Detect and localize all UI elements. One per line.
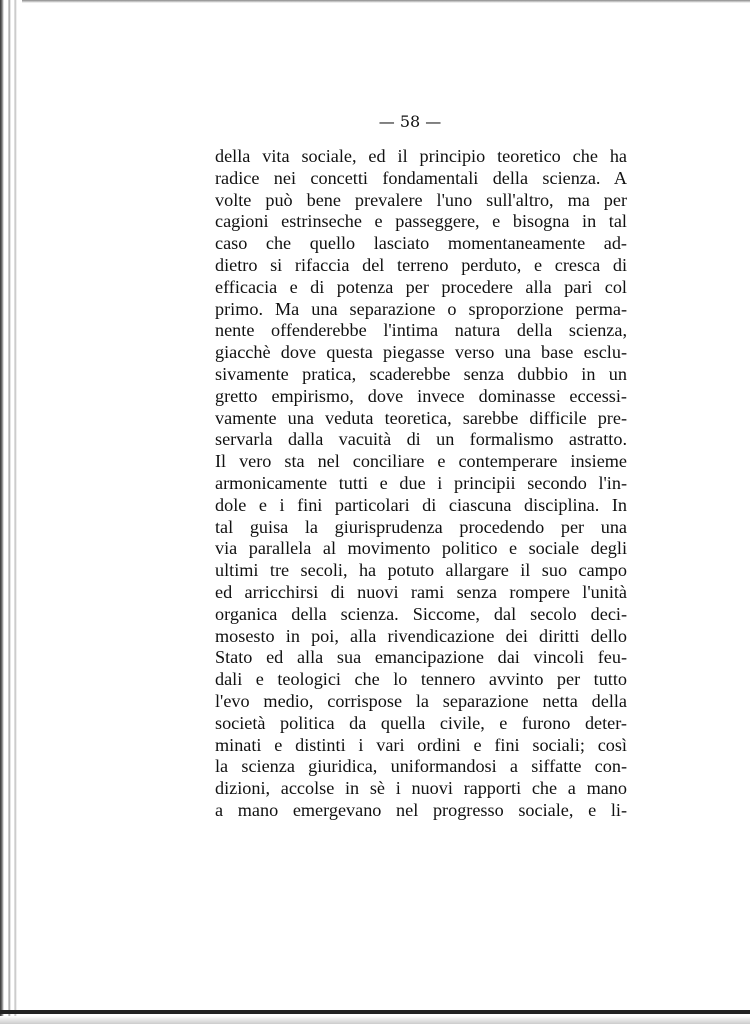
text-line: dizioni, accolse in sè i nuovi rapporti che a mano xyxy=(215,778,627,799)
text-line: primo. Ma una separazione o sproporzione perma- xyxy=(215,298,627,319)
text-line: volte può bene prevalere l'uno sull'altro, ma per xyxy=(215,189,627,210)
page-number: — 58 — xyxy=(378,112,442,131)
text-line: efficacia e di potenza per procedere alla pari col xyxy=(215,276,627,297)
text-line: gretto empirismo, dove invece dominasse eccessi- xyxy=(215,385,627,406)
text-line: ultimi tre secoli, ha potuto allargare il suo campo xyxy=(215,560,627,581)
text-line: via parallela al movimento politico e sociale degli xyxy=(215,538,627,559)
text-line: la scienza giuridica, uniformandosi a siffatte con- xyxy=(215,756,627,777)
text-line: sivamente pratica, scaderebbe senza dubbio in un xyxy=(215,363,627,384)
text-line: giacchè dove questa piegasse verso una base esclu- xyxy=(215,342,627,363)
text-line: a mano emergevano nel progresso sociale, e li- xyxy=(215,799,627,820)
text-line: dali e teologici che lo tennero avvinto per tutto xyxy=(215,669,627,690)
scan-shadow-bottom xyxy=(0,1016,750,1024)
text-line: tal guisa la giurisprudenza procedendo per una xyxy=(215,516,627,537)
text-line: organica della scienza. Siccome, dal secolo deci- xyxy=(215,603,627,624)
text-line: servarla dalla vacuità di un formalismo astratto. xyxy=(215,429,627,450)
text-line: vamente una veduta teoretica, sarebbe difficile pre- xyxy=(215,407,627,428)
text-line: armonicamente tutti e due i principii secondo l'in- xyxy=(215,472,627,493)
body-text xyxy=(215,146,627,822)
text-line: nente offenderebbe l'intima natura della scienza, xyxy=(215,320,627,341)
text-line: l'evo medio, corrispose la separazione netta della xyxy=(215,690,627,711)
text-line: Stato ed alla sua emancipazione dai vincoli feu- xyxy=(215,647,627,668)
text-line: cagioni estrinseche e passeggere, e bisogna in tal xyxy=(215,211,627,232)
text-line: Il vero sta nel conciliare e contemperare insieme xyxy=(215,451,627,472)
text-line: dole e i fini particolari di ciascuna disciplina. In xyxy=(215,494,627,515)
text-line: radice nei concetti fondamentali della scienza. A xyxy=(215,167,627,188)
scan-edge-left xyxy=(0,0,22,1024)
text-line: società politica da quella civile, e furono deter- xyxy=(215,712,627,733)
text-line: mosesto in poi, alla rivendicazione dei diritti dello xyxy=(215,625,627,646)
text-line: ed arricchirsi di nuovi rami senza rompere l'unità xyxy=(215,581,627,602)
text-line: dietro si rifaccia del terreno perduto, e cresca di xyxy=(215,254,627,275)
text-line: minati e distinti i vari ordini e fini sociali; così xyxy=(215,734,627,755)
text-line: caso che quello lasciato momentaneamente ad- xyxy=(215,233,627,254)
text-line: della vita sociale, ed il principio teoretico che ha xyxy=(215,146,627,166)
scan-edge-bottom xyxy=(0,1010,750,1014)
scan-edge-top xyxy=(0,0,750,3)
